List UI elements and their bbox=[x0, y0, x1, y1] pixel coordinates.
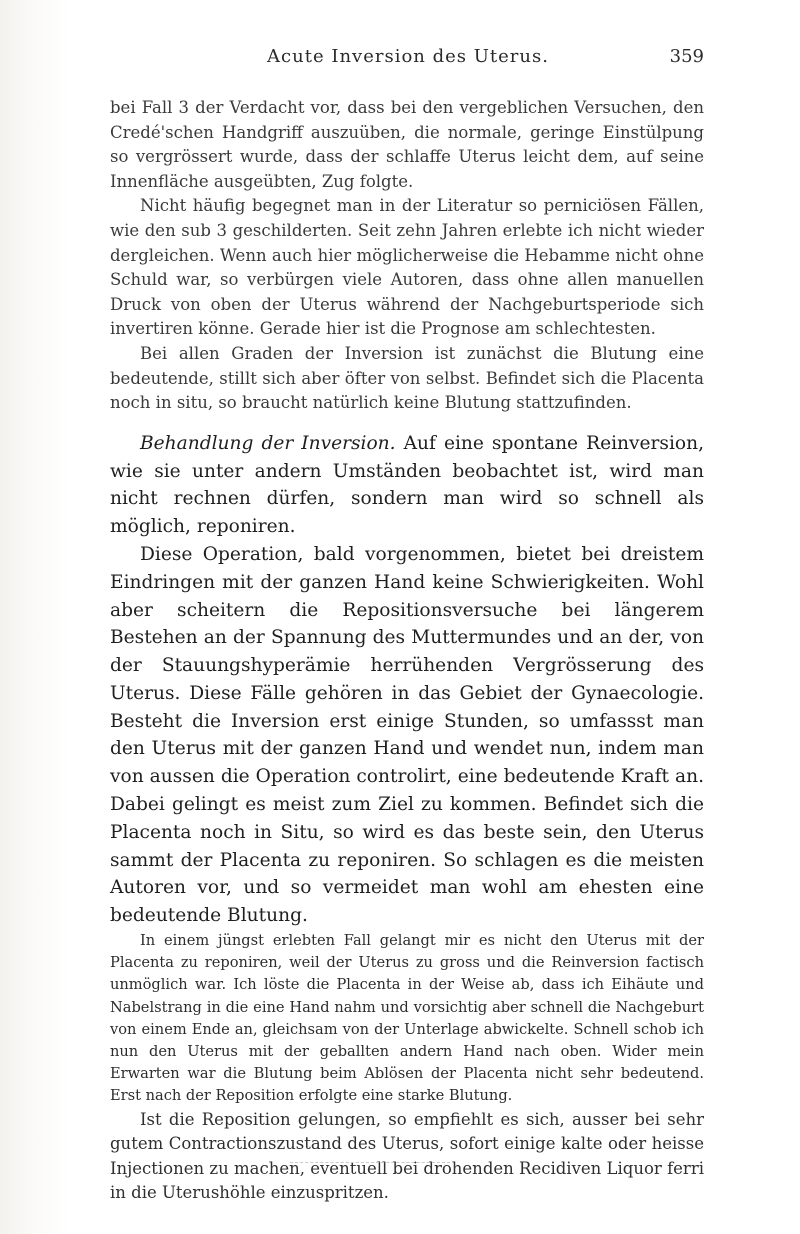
page-number: 359 bbox=[669, 46, 704, 67]
paragraph-1: bei Fall 3 der Verdacht vor, dass bei den vergeblichen Versuchen, den Credé'schen Handgriff auszuüben, die normale, geringe Einstülpung so vergrössert wurde, dass der schlaffe Uterus leicht dem, auf seine Innenfläche ausgeübten, Zug folgte. bbox=[110, 98, 704, 191]
bottom-divider bbox=[290, 1162, 450, 1163]
paragraph-2: Nicht häufig begegnet man in der Literatur so perniciösen Fällen, wie den sub 3 geschilderten. Seit zehn Jahren erlebte ich nicht wieder dergleichen. Wenn auch hier möglicherweise die Hebamme nicht ohne Schuld war, so verbürgen viele Autoren, dass ohne allen manuellen Druck von oben der Uterus während der Nachgeburtsperiode sich invertiren könne. Gerade hier ist die Prognose am schlechtesten. bbox=[110, 196, 704, 339]
paragraph-4-text: Auf eine spontane Reinversion, wie sie unter andern Umständen beobachtet ist, wird man nicht rechnen dürfen, sondern man wird so schnell als möglich, reponiren. bbox=[110, 432, 704, 538]
paragraph-4 bbox=[110, 430, 704, 541]
page-header bbox=[112, 46, 704, 76]
section-heading: Behandlung der Inversion. bbox=[140, 432, 396, 454]
paragraph-5: Diese Operation, bald vorgenommen, bietet bei dreistem Eindringen mit der ganzen Hand keine Schwierigkeiten. Wohl aber scheitern die Repositionsversuche bei längerem Bestehen an der Spannung des Muttermundes und an der, von der Stauungshyperämie herrühenden Vergrösserung des Uterus. Diese Fälle gehören in das Gebiet der Gynaecologie. Besteht die Inversion erst einige Stunden, so umfassst man den Uterus mit der ganzen Hand und wendet nun, indem man von aussen die Operation controlirt, eine bedeutende Kraft an. Dabei gelingt es meist zum Ziel zu kommen. Befindet sich die Placenta noch in Situ, so wird es das beste sein, den Uterus sammt der Placenta zu reponiren. So schlagen es die meisten Autoren vor, und so vermeidet man wohl am ehesten eine bedeutende Blutung. bbox=[110, 543, 704, 927]
paragraph-7: Ist die Reposition gelungen, so empfiehlt es sich, ausser bei sehr gutem Contractionszustand des Uterus, sofort einige kalte oder heisse Injectionen zu machen, eventuell bei drohenden Recidiven Liquor ferri in die Uterushöhle einzuspritzen. bbox=[110, 1109, 704, 1203]
paragraph-3: Bei allen Graden der Inversion ist zunächst die Blutung eine bedeutende, stillt sich aber öfter von selbst. Befindet sich die Placenta noch in situ, so braucht natürlich keine Blutung stattzufinden. bbox=[110, 343, 704, 413]
body-text bbox=[110, 96, 704, 1206]
paragraph-6-small-print: In einem jüngst erlebten Fall gelangt mir es nicht den Uterus mit der Placenta zu reponiren, weil der Uterus zu gross und die Reinversion factisch unmöglich war. Ich löste die Placenta in der Weise ab, dass ich Eihäute und Nabelstrang in die eine Hand nahm und vorsichtig aber schnell die Nachgeburt von einem Ende an, gleichsam von der Unterlage abwickelte. Schnell schob ich nun den Uterus mit der geballten andern Hand nach oben. Wider mein Erwarten war die Blutung beim Ablösen der Placenta nicht sehr bedeutend. Erst nach der Reposition erfolgte eine starke Blutung. bbox=[110, 932, 704, 1105]
running-title: Acute Inversion des Uterus. bbox=[267, 46, 549, 67]
